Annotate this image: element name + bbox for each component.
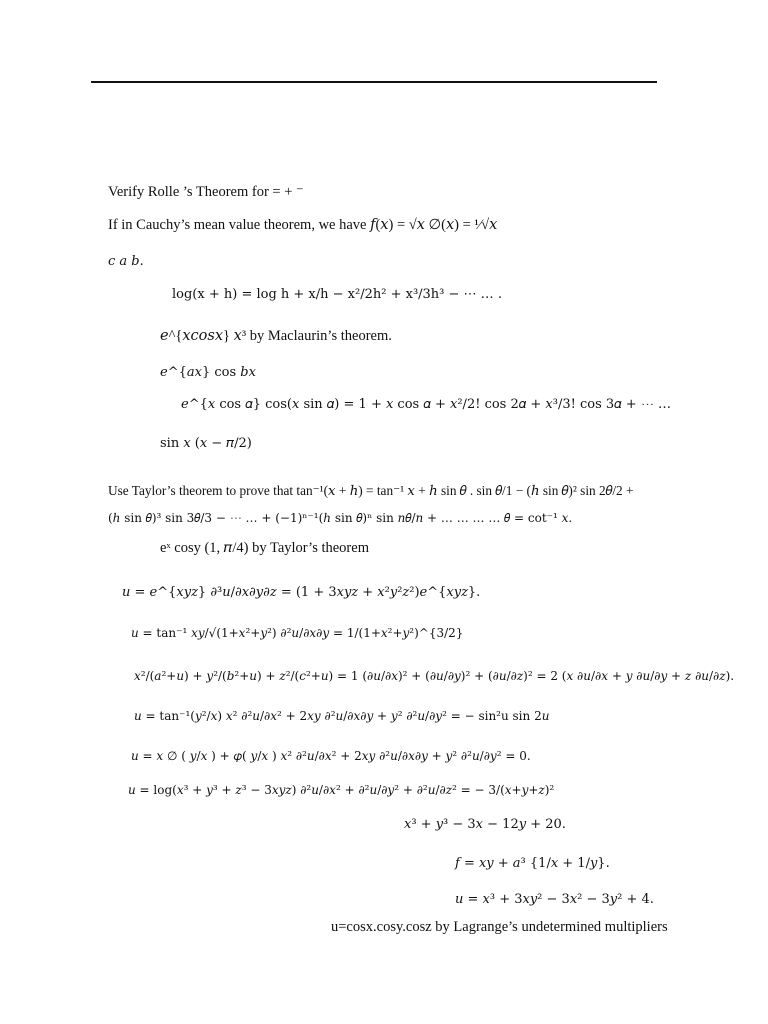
formula-u-tan-y2x: 𝑢 = tan⁻¹(𝑦²/𝑥) 𝑥² ∂²𝑢/∂𝑥² + 2𝑥𝑦 ∂²𝑢/∂𝑥∂𝑦 + 𝑦² ∂²𝑢/∂𝑦² = − sin²u sin 2𝑢 bbox=[134, 709, 550, 723]
text-line-lagrange: u=cosx.cosy.cosz by Lagrange’s undetermined multipliers bbox=[331, 919, 668, 935]
formula-u-x-phi: 𝑢 = 𝑥 ∅ ( 𝑦/𝑥 ) + 𝜑( 𝑦/𝑥 ) 𝑥² ∂²𝑢/∂𝑥² + 2𝑥𝑦 ∂²𝑢/∂𝑥∂𝑦 + 𝑦² ∂²𝑢/∂𝑦² = 0. bbox=[131, 749, 531, 763]
formula-u-exyz: 𝑢 = 𝑒^{𝑥𝑦𝑧} ∂³𝑢/∂𝑥∂𝑦∂𝑧 = (1 + 3𝑥𝑦𝑧 + 𝑥²𝑦²𝑧²)𝑒^{𝑥𝑦𝑧}. bbox=[122, 585, 481, 600]
formula-u-tan-inverse: 𝑢 = tan⁻¹ 𝑥𝑦/√(1+𝑥²+𝑦²) ∂²𝑢/∂𝑥∂𝑦 = 1/(1+𝑥²+𝑦²)^{3/2} bbox=[131, 626, 464, 640]
text-line-cauchy: If in Cauchy’s mean value theorem, we have 𝑓(𝑥) = √𝑥 ∅(𝑥) = ¹⁄√𝑥 bbox=[108, 217, 498, 233]
formula-excos-series: 𝑒^{𝑥 cos 𝛼} cos(𝑥 sin 𝛼) = 1 + 𝑥 cos 𝛼 + 𝑥²/2! cos 2𝛼 + 𝑥³/3! cos 3𝛼 + ⋯ … bbox=[181, 397, 671, 412]
text-line-maclaurin: 𝑒^{𝑥𝑐𝑜𝑠𝑥} 𝑥³ by Maclaurin’s theorem. bbox=[160, 328, 392, 344]
text-line-taylor-1: Use Taylor’s theorem to prove that tan⁻¹(𝑥 + ℎ) = tan⁻¹ 𝑥 + ℎ sin 𝜃 . sin 𝜃/1 − (ℎ sin 𝜃)² sin 2𝜃/2 + bbox=[108, 483, 634, 498]
formula-eax-cosbx: 𝑒^{𝑎𝑥} cos 𝑏𝑥 bbox=[160, 365, 256, 380]
formula-u-log-cubic: 𝑢 = log(𝑥³ + 𝑦³ + 𝑧³ − 3𝑥𝑦𝑧) ∂²𝑢/∂𝑥² + ∂²𝑢/∂𝑦² + ∂²𝑢/∂𝑧² = − 3/(𝑥+𝑦+𝑧)² bbox=[128, 783, 555, 797]
formula-log-expansion: log(x + h) = log h + x/h − x²/2h² + x³/3h³ − ⋯ … . bbox=[172, 287, 502, 302]
text-line-c-a-b: 𝑐 𝑎 𝑏. bbox=[108, 254, 144, 269]
text-line-taylor-2: (ℎ sin 𝜃)³ sin 3𝜃/3 − ⋯ … + (−1)ⁿ⁻¹(ℎ sin 𝜃)ⁿ sin 𝑛𝜃/𝑛 + … … … … 𝜃 = cot⁻¹ 𝑥. bbox=[108, 511, 573, 525]
text-line-ex-cosy: eˣ cosy (1, 𝜋/4) by Taylor’s theorem bbox=[160, 540, 369, 556]
formula-f-xy: 𝑓 = 𝑥𝑦 + 𝑎³ {1/𝑥 + 1/𝑦}. bbox=[455, 856, 610, 871]
formula-sinx: sin 𝑥 (𝑥 − 𝜋/2) bbox=[160, 436, 252, 451]
header-rule bbox=[91, 81, 657, 83]
text-line-rolle: Verify Rolle ’s Theorem for = + ⁻ bbox=[108, 184, 304, 200]
formula-u-cubic: 𝑢 = 𝑥³ + 3𝑥𝑦² − 3𝑥² − 3𝑦² + 4. bbox=[455, 892, 654, 907]
formula-extrema-polynomial: 𝑥³ + 𝑦³ − 3𝑥 − 12𝑦 + 20. bbox=[404, 817, 566, 832]
formula-ellipsoid: 𝑥²/(𝑎²+𝑢) + 𝑦²/(𝑏²+𝑢) + 𝑧²/(𝑐²+𝑢) = 1 (∂𝑢/∂𝑥)² + (∂𝑢/∂𝑦)² + (∂𝑢/∂𝑧)² = 2 (𝑥 ∂𝑢/∂𝑥 + 𝑦 ∂𝑢/∂𝑦 + 𝑧 ∂𝑢/∂𝑧). bbox=[134, 669, 735, 683]
